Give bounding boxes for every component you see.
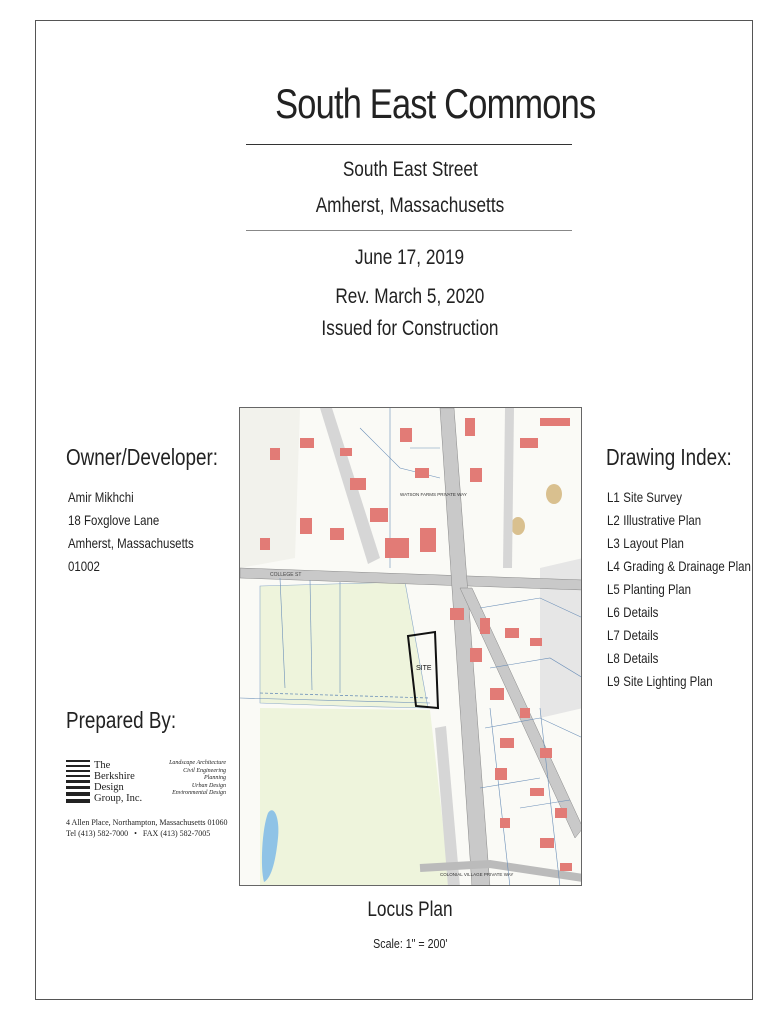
- drawing-index-item: [607, 647, 770, 670]
- drawing-index-item: [607, 578, 770, 601]
- sheet-name: Details: [623, 604, 659, 620]
- owner-city: Amherst, Massachusetts: [68, 535, 194, 551]
- sheet-code: L6: [607, 604, 620, 620]
- drawing-index-item: [607, 509, 770, 532]
- sheet-name: Site Lighting Plan: [623, 673, 713, 689]
- firm-name: The Berkshire Design Group, Inc.: [94, 760, 143, 804]
- map-road-ne: [503, 408, 514, 568]
- drawing-index-item: [607, 601, 770, 624]
- drawing-index-item: [607, 670, 770, 693]
- sheet-code: L8: [607, 650, 620, 666]
- title-rule: [246, 144, 572, 145]
- original-date: June 17, 2019: [355, 246, 465, 269]
- sheet-code: L5: [607, 581, 620, 597]
- map-field-north: [260, 582, 428, 708]
- drawing-index-item: [607, 532, 770, 555]
- revision-date: Rev. March 5, 2020: [335, 285, 485, 308]
- locus-plan-title: Locus Plan: [367, 898, 453, 921]
- locus-map: [239, 407, 582, 886]
- locus-map-graphic: [240, 408, 582, 886]
- sheet-name: Layout Plan: [623, 535, 684, 551]
- firm-services: Landscape Architecture Civil Engineering Planning Urban Design Environmental Design: [169, 760, 226, 796]
- map-sand-2: [511, 517, 525, 535]
- firm-address: 4 Allen Place, Northampton, Massachusetts 01060: [66, 818, 228, 827]
- map-label-site: SITE: [416, 665, 432, 672]
- sheet-code: L2: [607, 512, 620, 528]
- map-label-watson: WATSON FARMS PRIVATE WAY: [400, 492, 467, 497]
- firm-logo: [66, 760, 226, 812]
- locus-plan-scale: Scale: 1" = 200': [372, 936, 448, 951]
- sheet-code: L1: [607, 489, 620, 505]
- sheet-code: L9: [607, 673, 620, 689]
- drawing-index-item: [607, 624, 770, 647]
- sheet-name: Illustrative Plan: [623, 512, 702, 528]
- address-rule: [246, 230, 572, 231]
- drawing-index-list: [607, 486, 770, 693]
- sheet-code: L7: [607, 627, 620, 643]
- prepared-by-heading: Prepared By:: [66, 707, 177, 733]
- owner-name: Amir Mikhchi: [68, 489, 134, 505]
- sheet-name: Details: [623, 627, 659, 643]
- sheet-name: Site Survey: [623, 489, 683, 505]
- issue-status: Issued for Construction: [321, 317, 499, 340]
- owner-details: [68, 486, 221, 578]
- map-label-college-st: COLLEGE ST: [270, 572, 302, 578]
- sheet-code: L4: [607, 558, 620, 574]
- sheet-code: L3: [607, 535, 620, 551]
- owner-heading: Owner/Developer:: [66, 444, 218, 470]
- drawing-index-heading: Drawing Index:: [606, 444, 732, 470]
- owner-street: 18 Foxglove Lane: [68, 512, 160, 528]
- street-address: South East Street: [342, 158, 478, 181]
- firm-contact: Tel (413) 582-7000 • FAX (413) 582-7005: [66, 829, 211, 838]
- map-sand-1: [546, 484, 562, 504]
- owner-zip: 01002: [68, 558, 100, 574]
- sheet-name: Grading & Drainage Plan: [623, 558, 751, 574]
- map-label-colonial: COLONIAL VILLAGE PRIVATE WAY: [440, 872, 514, 877]
- project-title: South East Commons: [275, 80, 596, 127]
- drawing-index-item: [607, 486, 770, 509]
- map-field-south: [260, 708, 450, 886]
- city-address: Amherst, Massachusetts: [315, 194, 505, 217]
- drawing-index-item: [607, 555, 770, 578]
- sheet-name: Details: [623, 650, 659, 666]
- sheet-name: Planting Plan: [623, 581, 691, 597]
